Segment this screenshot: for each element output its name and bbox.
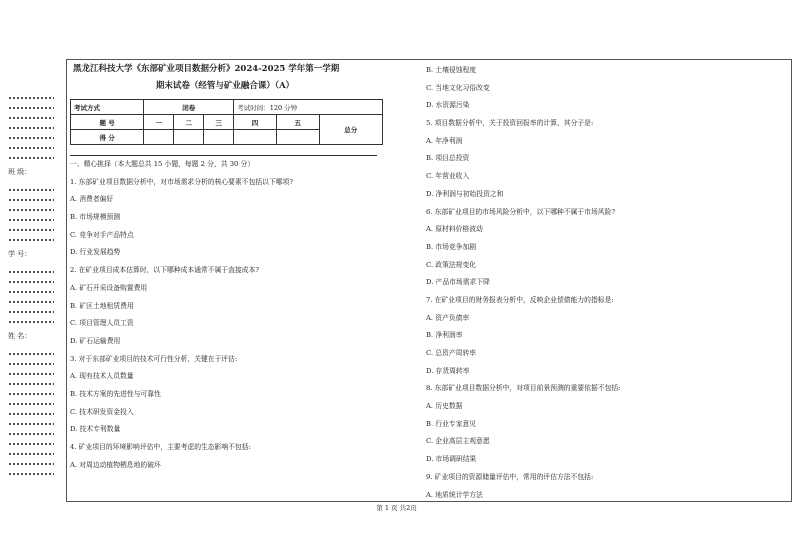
option-line: C. 项目管理人员工资 [70, 319, 134, 328]
binding-dots [8, 135, 54, 141]
binding-dots [8, 401, 54, 407]
binding-dots [8, 361, 54, 367]
score-cell [174, 130, 204, 145]
option-line: A. 年净利润 [426, 136, 463, 145]
exam-title-line2: 期末试卷（经管与矿业融合课）（A） [155, 81, 295, 91]
binding-dots [8, 461, 54, 467]
binding-dots [8, 471, 54, 477]
option-line: D. 产品市场需求下降 [426, 278, 490, 287]
option-line: D. 净利润与初始投资之和 [426, 189, 504, 198]
binding-dots [8, 227, 54, 233]
binding-dots [8, 187, 54, 193]
binding-dots [8, 371, 54, 377]
binding-dots [8, 319, 54, 325]
question-number: 三 [204, 115, 234, 130]
binding-dots [8, 237, 54, 243]
option-line: A. 矿石开采设备购置费用 [70, 283, 148, 292]
option-line: A. 消费者偏好 [70, 195, 114, 204]
option-line: D. 存货周转率 [426, 366, 470, 375]
question-line: 8. 东部矿业项目数据分析中，对项目前景预测的重要依据不包括: [426, 384, 621, 393]
exam-method-value: 闭卷 [144, 100, 234, 115]
left-column [70, 62, 380, 474]
binding-dots [8, 381, 54, 387]
binding-dots [8, 279, 54, 285]
option-line: A. 历史数据 [426, 402, 463, 411]
question-line: 1. 东部矿业项目数据分析中，对市场需求分析的核心要素不包括以下哪项? [70, 177, 293, 186]
option-line: D. 技术专利数量 [70, 425, 121, 434]
binding-dots [8, 289, 54, 295]
option-line: C. 政策法规变化 [426, 260, 477, 269]
student-id-label: 学 号： [8, 250, 32, 258]
option-line: C. 竞争对手产品特点 [70, 230, 134, 239]
option-line: D. 市场调研结果 [426, 455, 477, 464]
binding-dots [8, 299, 54, 305]
row-label-score: 得 分 [71, 130, 144, 145]
score-table [70, 99, 383, 145]
question-number: 一 [144, 115, 174, 130]
option-line: B. 净利润率 [426, 331, 463, 340]
option-line: D. 行业发展趋势 [70, 248, 121, 257]
class-label: 班 级： [8, 168, 32, 176]
score-cell [234, 130, 277, 145]
question-line: 3. 对于东部矿业项目的技术可行性分析，关键在于评估: [70, 354, 238, 363]
binding-dots [8, 309, 54, 315]
question-line: 9. 矿业项目的资源储量评估中，常用的评估方法不包括: [426, 472, 594, 481]
question-line: 4. 矿业项目的环境影响评估中，主要考虑的生态影响不包括: [70, 443, 251, 451]
binding-dots [8, 411, 54, 417]
option-line: C. 技术研发资金投入 [70, 407, 134, 416]
option-line: B. 市场竞争加剧 [426, 242, 477, 251]
exam-time: 考试时间：120 分钟 [234, 100, 383, 115]
total-score-label: 总分 [319, 115, 382, 145]
question-line: 5. 项目数据分析中，关于投资回报率的计算，其分子是: [426, 119, 594, 128]
row-label-number: 题 号 [71, 115, 144, 130]
option-line: A. 资产负债率 [426, 313, 470, 322]
option-line: D. 水资源污染 [426, 101, 470, 110]
option-line: C. 总资产周转率 [426, 349, 477, 357]
binding-dots [8, 125, 54, 131]
question-number: 五 [276, 115, 319, 130]
option-line: B. 项目总投资 [426, 154, 470, 163]
option-line: A. 地质统计学方法 [426, 490, 483, 499]
name-label: 姓 名： [8, 332, 32, 340]
binding-dots [8, 95, 54, 101]
binding-margin [8, 95, 58, 525]
option-line: C. 当地文化习俗改变 [426, 83, 490, 92]
exam-title-line1: 黑龙江科技大学《东部矿业项目数据分析》2024-2025 学年第一学期 [73, 64, 340, 74]
binding-dots [8, 431, 54, 437]
binding-dots [8, 145, 54, 151]
question-line: 7. 在矿业项目的财务报表分析中，反映企业偿债能力的指标是: [426, 295, 614, 304]
option-line: B. 技术方案的先进性与可靠性 [70, 389, 161, 398]
binding-dots [8, 155, 54, 161]
question-list [70, 156, 380, 474]
binding-dots [8, 269, 54, 275]
binding-dots [8, 197, 54, 203]
option-line: B. 矿区土地租赁费用 [70, 301, 134, 310]
binding-dots [8, 441, 54, 447]
score-cell [204, 130, 234, 145]
option-line: A. 原材料价格波动 [426, 225, 483, 234]
question-number: 二 [174, 115, 204, 130]
option-line: D. 矿石运输费用 [70, 336, 121, 345]
binding-dots [8, 391, 54, 397]
option-line: A. 对周边动植物栖息地的破坏 [70, 460, 161, 469]
question-line: 6. 东部矿业项目的市场风险分析中，以下哪种不属于市场风险? [426, 207, 616, 216]
score-cell [144, 130, 174, 145]
option-line: B. 土壤侵蚀程度 [426, 66, 477, 74]
binding-dots [8, 115, 54, 121]
binding-dots [8, 421, 54, 427]
right-column [426, 62, 786, 504]
binding-dots [8, 207, 54, 213]
page-number: 第 1 页 共2页 [376, 504, 417, 512]
binding-dots [8, 451, 54, 457]
question-line: 2. 在矿业项目成本估算时，以下哪种成本通常不属于直接成本? [70, 266, 260, 275]
option-line: C. 年营业收入 [426, 172, 470, 181]
binding-dots [8, 217, 54, 223]
binding-dots [8, 351, 54, 357]
section-heading: 一、精心挑择（本大题总共 15 小题，每题 2 分，共 30 分） [70, 160, 255, 168]
score-cell [276, 130, 319, 145]
question-number: 四 [234, 115, 277, 130]
option-line: B. 行业专家意见 [426, 419, 477, 428]
option-line: C. 企业高层主观意愿 [426, 437, 490, 446]
exam-method-label: 考试方式 [71, 100, 144, 115]
option-line: B. 市场规模预测 [70, 213, 121, 222]
binding-dots [8, 105, 54, 111]
option-line: A. 现有技术人员数量 [70, 372, 134, 381]
